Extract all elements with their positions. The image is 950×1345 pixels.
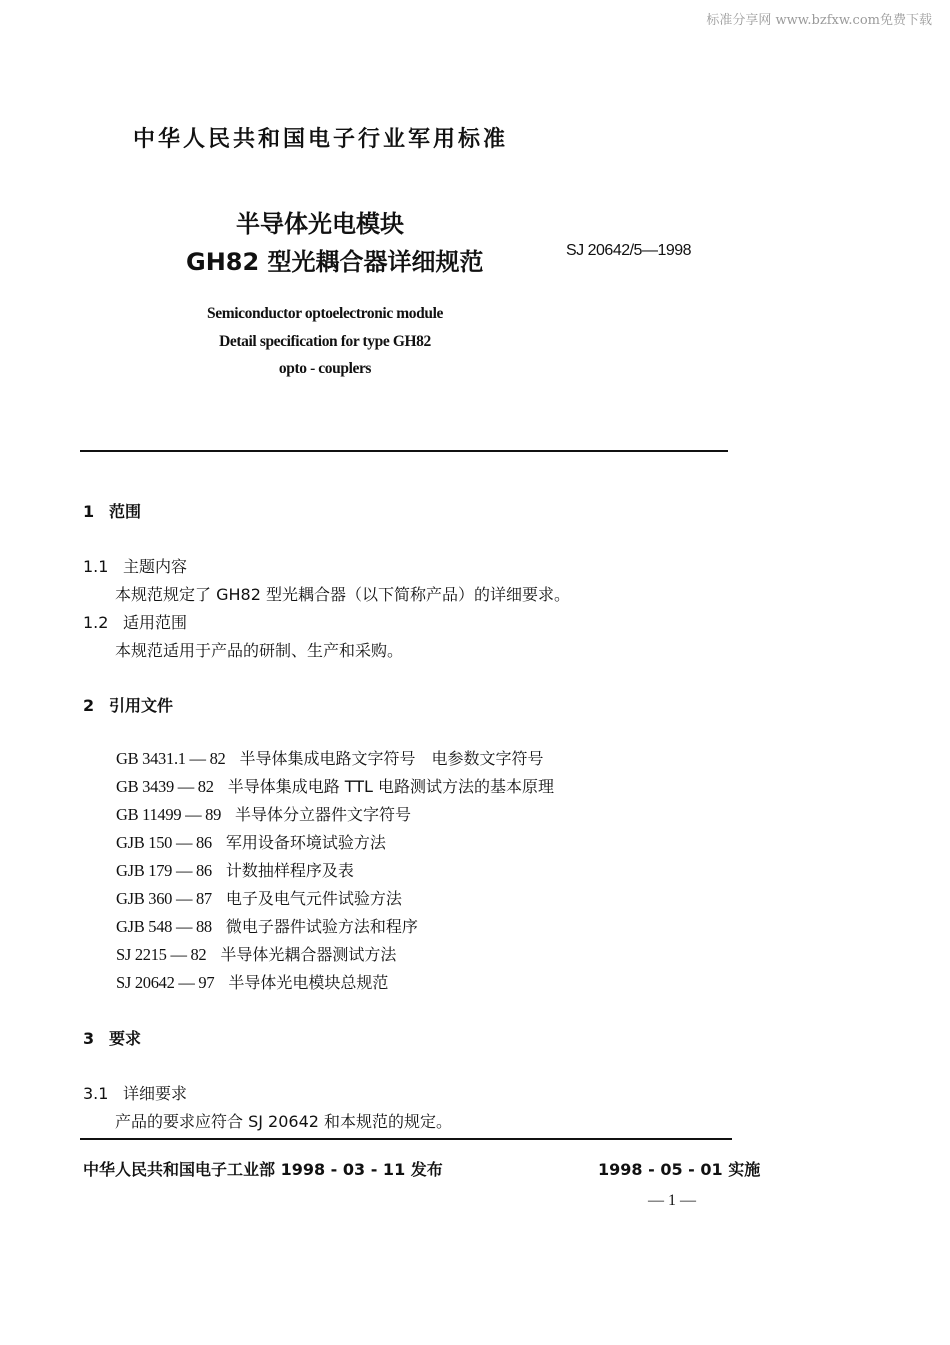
section-1-1-text: 本规范规定了 GH82 型光耦合器（以下简称产品）的详细要求。 (115, 585, 570, 604)
section-number: 1.2 (83, 613, 109, 632)
section-3-1-heading (83, 1081, 187, 1104)
reference-code: GJB 548 — 88 (116, 917, 212, 936)
issue-date: 中华人民共和国电子工业部 1998 - 03 - 11 发布 (83, 1160, 443, 1179)
reference-title: 计数抽样程序及表 (225, 861, 354, 880)
reference-item (116, 858, 354, 881)
reference-item (116, 802, 411, 825)
section-number: 1 (83, 502, 95, 521)
reference-title: 半导体集成电路 TTL 电路测试方法的基本原理 (227, 777, 555, 796)
watermark: 标准分享网 www.bzfxw.com免费下载 (706, 13, 932, 28)
reference-item (116, 886, 402, 909)
section-number: 2 (83, 696, 95, 715)
section-number: 1.1 (83, 557, 109, 576)
document-title-line2: GH82 型光耦合器详细规范 (186, 248, 484, 276)
reference-code: SJ 2215 — 82 (116, 945, 207, 964)
reference-title: 半导体光耦合器测试方法 (220, 945, 397, 964)
reference-item (116, 914, 418, 937)
page-number: — 1 — (648, 1192, 696, 1209)
section-number: 3.1 (83, 1084, 109, 1103)
section-3-1-text: 产品的要求应符合 SJ 20642 和本规范的规定。 (115, 1112, 453, 1131)
reference-item (116, 830, 386, 853)
document-title-line1: 半导体光电模块 (236, 210, 404, 238)
reference-item (116, 746, 544, 769)
section-1-1-heading (83, 554, 187, 577)
section-2-heading (83, 693, 173, 716)
section-title: 适用范围 (123, 613, 188, 632)
reference-code: GB 11499 — 89 (116, 805, 222, 824)
reference-title: 电子及电气元件试验方法 (225, 889, 402, 908)
section-title: 范围 (109, 502, 142, 521)
reference-code: GB 3439 — 82 (116, 777, 214, 796)
header-divider (80, 450, 728, 452)
section-title: 引用文件 (109, 696, 174, 715)
reference-title: 微电子器件试验方法和程序 (225, 917, 418, 936)
reference-code: GB 3431.1 — 82 (116, 749, 226, 768)
effective-date: 1998 - 05 - 01 实施 (598, 1160, 761, 1179)
reference-title: 军用设备环境试验方法 (225, 833, 386, 852)
section-number: 3 (83, 1029, 95, 1048)
reference-item (116, 942, 396, 965)
section-title: 要求 (109, 1029, 142, 1048)
reference-title: 半导体光电模块总规范 (228, 973, 389, 992)
reference-code: GJB 179 — 86 (116, 861, 212, 880)
section-1-heading (83, 499, 141, 522)
reference-title: 半导体分立器件文字符号 (235, 805, 412, 824)
section-1-2-heading (83, 610, 187, 633)
english-title-line2: Detail specification for type GH82 (219, 333, 431, 350)
reference-title: 半导体集成电路文字符号 电参数文字符号 (239, 749, 544, 768)
section-3-heading (83, 1026, 141, 1049)
reference-code: SJ 20642 — 97 (116, 973, 215, 992)
issuing-organization: 中华人民共和国电子行业军用标准 (133, 127, 509, 152)
english-title-line3: opto - couplers (278, 360, 372, 377)
reference-code: GJB 360 — 87 (116, 889, 212, 908)
section-title: 详细要求 (123, 1084, 188, 1103)
section-1-2-text: 本规范适用于产品的研制、生产和采购。 (115, 641, 404, 660)
footer-divider (80, 1138, 732, 1140)
english-title-line1: Semiconductor optoelectronic module (207, 305, 443, 322)
standard-number: SJ 20642/5—1998 (566, 242, 692, 259)
reference-item (116, 774, 554, 797)
reference-item (116, 970, 388, 993)
section-title: 主题内容 (123, 557, 188, 576)
reference-code: GJB 150 — 86 (116, 833, 212, 852)
